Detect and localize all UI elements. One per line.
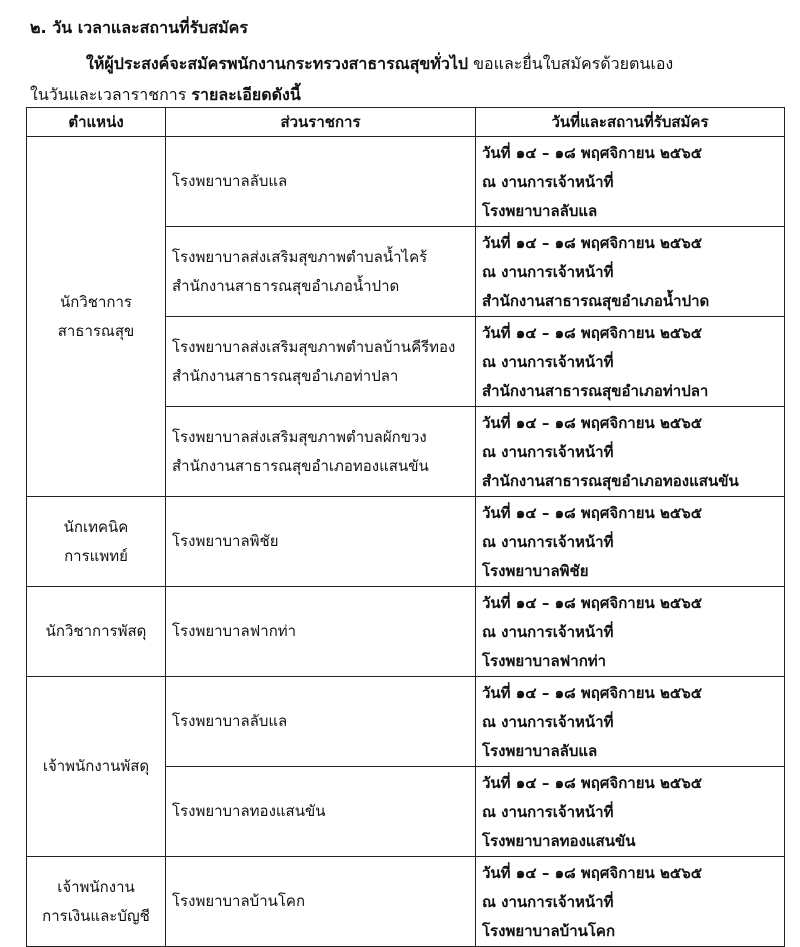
date-place-cell <box>476 227 785 317</box>
date-place-cell <box>476 677 785 767</box>
position-name: เจ้าพนักงานพัสดุ <box>42 757 150 775</box>
unit-name: โรงพยาบาลลับแล <box>172 712 288 730</box>
place-prefix: ณ งานการเจ้าหน้าที่ <box>482 353 614 371</box>
position-name: การเงินและบัญชี <box>42 906 150 925</box>
date-place-cell <box>476 767 785 857</box>
date-text: วันที่ ๑๔ – ๑๘ พฤศจิกายน ๒๕๖๕ <box>482 594 703 612</box>
place-name: สำนักงานสาธารณสุขอำเภอน้ำปาด <box>482 292 710 310</box>
position-name: นักเทคนิค <box>63 517 129 536</box>
section-heading: ๒. วัน เวลาและสถานที่รับสมัคร <box>30 18 248 37</box>
application-schedule-table <box>26 107 785 947</box>
unit-cell <box>166 497 476 587</box>
unit-cell <box>166 137 476 227</box>
place-name: โรงพยาบาลลับแล <box>482 202 598 220</box>
table-row <box>27 677 785 767</box>
intro-bold: ให้ผู้ประสงค์จะสมัครพนักงานกระทรวงสาธารณสุขทั่วไป <box>86 54 469 73</box>
place-prefix: ณ งานการเจ้าหน้าที่ <box>482 623 614 641</box>
place-name: สำนักงานสาธารณสุขอำเภอทองแสนขัน <box>482 472 739 490</box>
unit-cell <box>166 677 476 767</box>
date-text: วันที่ ๑๔ – ๑๘ พฤศจิกายน ๒๕๖๕ <box>482 774 703 792</box>
place-name: สำนักงานสาธารณสุขอำเภอท่าปลา <box>482 382 709 400</box>
unit-name: โรงพยาบาลทองแสนขัน <box>172 802 326 820</box>
unit-cell <box>166 317 476 407</box>
date-text: วันที่ ๑๔ – ๑๘ พฤศจิกายน ๒๕๖๕ <box>482 324 703 342</box>
date-text: วันที่ ๑๔ – ๑๘ พฤศจิกายน ๒๕๖๕ <box>482 234 703 252</box>
header-date-place: วันที่และสถานที่รับสมัคร <box>476 108 785 137</box>
place-prefix: ณ งานการเจ้าหน้าที่ <box>482 803 614 821</box>
position-cell <box>27 137 166 497</box>
position-cell <box>27 857 166 947</box>
place-name: โรงพยาบาลพิชัย <box>482 562 589 580</box>
position-name: การแพทย์ <box>64 546 128 565</box>
date-place-cell <box>476 587 785 677</box>
header-unit: ส่วนราชการ <box>166 108 476 137</box>
date-place-cell <box>476 137 785 227</box>
date-text: วันที่ ๑๔ – ๑๘ พฤศจิกายน ๒๕๖๕ <box>482 864 703 882</box>
place-prefix: ณ งานการเจ้าหน้าที่ <box>482 533 614 551</box>
table-header-row <box>27 108 785 137</box>
date-text: วันที่ ๑๔ – ๑๘ พฤศจิกายน ๒๕๖๕ <box>482 144 703 162</box>
unit-cell <box>166 587 476 677</box>
date-text: วันที่ ๑๔ – ๑๘ พฤศจิกายน ๒๕๖๕ <box>482 414 703 432</box>
unit-name: โรงพยาบาลฟากท่า <box>172 622 297 640</box>
position-name: เจ้าพนักงาน <box>57 877 135 896</box>
table-row <box>27 587 785 677</box>
place-name: โรงพยาบาลบ้านโคก <box>482 922 616 940</box>
date-text: วันที่ ๑๔ – ๑๘ พฤศจิกายน ๒๕๖๕ <box>482 504 703 522</box>
date-text: วันที่ ๑๔ – ๑๘ พฤศจิกายน ๒๕๖๕ <box>482 684 703 702</box>
place-prefix: ณ งานการเจ้าหน้าที่ <box>482 893 614 911</box>
unit-cell <box>166 857 476 947</box>
intro-line-1 <box>86 52 673 77</box>
date-place-cell <box>476 317 785 407</box>
table-row <box>27 137 785 227</box>
unit-cell <box>166 407 476 497</box>
position-name: สาธารณสุข <box>57 321 135 340</box>
position-cell <box>27 587 166 677</box>
date-place-cell <box>476 407 785 497</box>
position-cell <box>27 677 166 857</box>
intro-rest: ขอและยื่นใบสมัครด้วยตนเอง <box>468 54 674 73</box>
place-name: โรงพยาบาลฟากท่า <box>482 652 607 670</box>
place-prefix: ณ งานการเจ้าหน้าที่ <box>482 173 614 191</box>
intro-line-2 <box>30 83 301 108</box>
unit-cell <box>166 227 476 317</box>
date-place-cell <box>476 857 785 947</box>
intro-line2-bold: รายละเอียดดังนี้ <box>191 85 301 104</box>
unit-name: สำนักงานสาธารณสุขอำเภอน้ำปาด <box>172 276 400 295</box>
unit-name: โรงพยาบาลลับแล <box>172 172 288 190</box>
place-prefix: ณ งานการเจ้าหน้าที่ <box>482 263 614 281</box>
position-cell <box>27 497 166 587</box>
position-name: นักวิชาการ <box>60 292 132 311</box>
table-row <box>27 497 785 587</box>
position-name: นักวิชาการพัสดุ <box>45 622 147 640</box>
unit-name: โรงพยาบาลบ้านโคก <box>172 892 306 910</box>
unit-name: โรงพยาบาลส่งเสริมสุขภาพตำบลบ้านคีรีทอง <box>172 337 456 356</box>
unit-cell <box>166 767 476 857</box>
table-row <box>27 857 785 947</box>
unit-name: โรงพยาบาลส่งเสริมสุขภาพตำบลผักขวง <box>172 427 427 446</box>
unit-name: โรงพยาบาลส่งเสริมสุขภาพตำบลน้ำไคร้ <box>172 247 428 266</box>
date-place-cell <box>476 497 785 587</box>
table-body <box>27 137 785 947</box>
intro-line2-text: ในวันและเวลาราชการ <box>30 85 192 104</box>
place-prefix: ณ งานการเจ้าหน้าที่ <box>482 443 614 461</box>
unit-name: โรงพยาบาลพิชัย <box>172 532 279 550</box>
unit-name: สำนักงานสาธารณสุขอำเภอทองแสนขัน <box>172 456 429 475</box>
place-name: โรงพยาบาลลับแล <box>482 742 598 760</box>
header-position: ตำแหน่ง <box>27 108 166 137</box>
unit-name: สำนักงานสาธารณสุขอำเภอท่าปลา <box>172 366 399 385</box>
place-prefix: ณ งานการเจ้าหน้าที่ <box>482 713 614 731</box>
place-name: โรงพยาบาลทองแสนขัน <box>482 832 636 850</box>
